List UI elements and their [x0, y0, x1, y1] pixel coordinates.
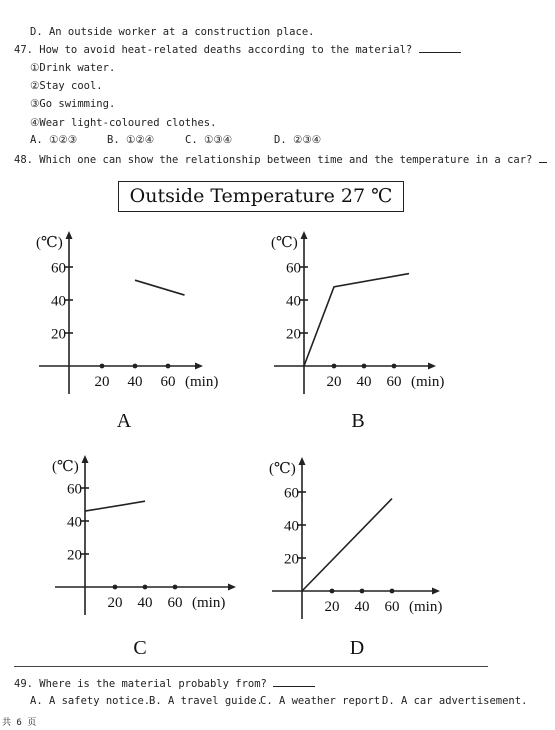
chart-b-x-tick: [332, 364, 337, 369]
chart-a-option-label: A: [116, 410, 132, 432]
chart-d-x-tick: [390, 589, 395, 594]
chart-d-x-tick-label: 40: [354, 599, 370, 615]
chart-d-y-tick-label: 60: [284, 485, 299, 502]
chart-b-y-tick-label: 60: [286, 260, 301, 277]
chart-c-option-label: C: [133, 637, 147, 659]
chart-a-y-unit: (℃): [36, 235, 63, 251]
section-divider: [14, 666, 488, 667]
chart-c-x-tick-label: 40: [137, 595, 153, 611]
chart-c-y-tick-label: 60: [67, 481, 82, 498]
q49-stem: [14, 676, 315, 691]
chart-d-x-tick-label: 20: [324, 599, 340, 615]
chart-a-x-tick: [133, 364, 138, 369]
chart-d-y-arrow: [299, 457, 306, 465]
q49-option-a[interactable]: A. A safety notice.: [30, 695, 151, 707]
chart-b-y-tick-label: 20: [286, 326, 301, 343]
chart-d-x-unit: (min): [409, 599, 443, 615]
chart-b-x-unit: (min): [411, 374, 445, 390]
chart-b-option-label: B: [351, 410, 365, 432]
chart-c-x-tick-label: 20: [107, 595, 123, 611]
chart-c-x-tick: [113, 585, 118, 590]
chart-c-y-tick-label: 20: [67, 547, 82, 564]
page-footer: 共 6 页: [2, 718, 37, 728]
q49-option-b[interactable]: B. A travel guide.: [149, 695, 263, 707]
chart-b-x-tick: [392, 364, 397, 369]
chart-b-x-tick-label: 40: [356, 374, 372, 390]
chart-a-y-tick-label: 60: [51, 260, 66, 277]
chart-c-y-tick-label: 40: [67, 514, 82, 531]
chart-a-x-tick-label: 40: [127, 374, 143, 390]
chart-a-x-unit: (min): [185, 374, 219, 390]
chart-c-y-arrow: [82, 455, 89, 463]
chart-d-x-tick: [330, 589, 335, 594]
chart-b-y-tick-label: 40: [286, 293, 301, 310]
chart-b-x-tick-label: 20: [326, 374, 342, 390]
chart-c-x-arrow: [228, 584, 236, 591]
q49-stem-text: 49. Where is the material probably from?: [14, 678, 267, 690]
q49-answer-blank[interactable]: [273, 676, 315, 687]
chart-a-x-tick-label: 60: [160, 374, 176, 390]
chart-c-x-tick-label: 60: [167, 595, 183, 611]
chart-a-series-line: [135, 280, 185, 295]
q47-item-3: ③Go swimming.: [30, 98, 116, 110]
chart-d-x-tick: [360, 589, 365, 594]
chart-c-series-line: [85, 501, 145, 511]
chart-c-x-tick: [173, 585, 178, 590]
figure-title: Outside Temperature 27 ℃: [118, 181, 404, 212]
q47-stem-text: 47. How to avoid heat-related deaths according to the material?: [14, 44, 413, 56]
chart-d-series-line: [302, 499, 392, 591]
chart-d-x-tick-label: 60: [384, 599, 400, 615]
chart-b-x-tick-label: 60: [386, 374, 402, 390]
q47-item-2: ②Stay cool.: [30, 80, 103, 92]
q47-option-b[interactable]: B. ①②④: [107, 134, 155, 146]
chart-b-series-line: [304, 274, 409, 366]
q49-option-c[interactable]: C. A weather report.: [260, 695, 387, 707]
q47-item-1: ①Drink water.: [30, 62, 116, 74]
q48-stem-text: 48. Which one can show the relationship between time and the temperature in a car?: [14, 154, 533, 166]
chart-b-y-arrow: [301, 231, 308, 239]
chart-c-y-unit: (℃): [52, 459, 79, 475]
chart-a-y-tick-label: 40: [51, 293, 66, 310]
chart-d-y-tick-label: 40: [284, 518, 299, 535]
chart-b-y-unit: (℃): [271, 235, 298, 251]
chart-d-y-unit: (℃): [269, 461, 296, 477]
chart-c-x-unit: (min): [192, 595, 226, 611]
q49-option-d[interactable]: D. A car advertisement.: [382, 695, 528, 707]
q47-option-a[interactable]: A. ①②③: [30, 134, 78, 146]
chart-b-x-tick: [362, 364, 367, 369]
chart-a-y-tick-label: 20: [51, 326, 66, 343]
chart-b-x-arrow: [428, 363, 436, 370]
chart-d-y-tick-label: 20: [284, 551, 299, 568]
q47-item-4: ④Wear light-coloured clothes.: [30, 117, 217, 129]
chart-d-option-label: D: [349, 637, 365, 659]
chart-a-x-tick-label: 20: [94, 374, 110, 390]
chart-c-x-tick: [143, 585, 148, 590]
chart-a-x-arrow: [195, 363, 203, 370]
chart-a-y-arrow: [66, 231, 73, 239]
q47-option-d[interactable]: D. ②③④: [274, 134, 322, 146]
chart-a-x-tick: [166, 364, 171, 369]
q46-option-d: D. An outside worker at a construction place.: [30, 26, 315, 38]
q47-option-c[interactable]: C. ①③④: [185, 134, 233, 146]
chart-d-x-arrow: [432, 588, 440, 595]
chart-a-x-tick: [100, 364, 105, 369]
